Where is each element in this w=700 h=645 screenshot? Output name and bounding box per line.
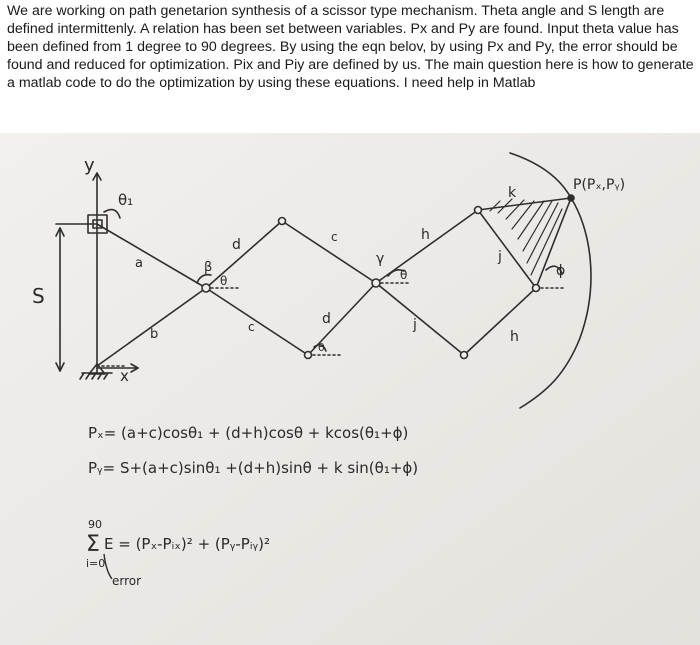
sum-lower-limit: i=0: [86, 557, 106, 570]
label-theta-1: θ: [220, 274, 228, 288]
label-s: S: [32, 284, 45, 308]
question-text: We are working on path genetarion synthesis of a scissor type mechanism. Theta angle and S length are defined intermittenly. A relation has been set between variables. Px and Py are found. Input theta value has been defined from 1 degree to 90 degrees. By using the eqn belov, by using Px and Py, the error should be found and reduced for optimization. Pix and Piy are defined by us. The main question here is how to generate a matlab code to do the optimization by using these equations. I need help in Matlab: [7, 3, 694, 91]
label-j1: j: [413, 317, 417, 333]
label-d2: d: [322, 311, 331, 327]
label-gamma: γ: [376, 251, 385, 267]
equation-px: Pₓ= (a+c)cosθ₁ + (d+h)cosθ + kcos(θ₁+ϕ): [88, 424, 409, 442]
equation-py: Pᵧ= S+(a+c)sinθ₁ +(d+h)sinθ + k sin(θ₁+ϕ): [88, 459, 419, 477]
joint-p: [568, 195, 574, 201]
joint-6: [461, 352, 468, 359]
joint-3: [305, 352, 312, 359]
label-phi: ϕ: [556, 263, 566, 279]
label-j2: j: [498, 249, 502, 265]
label-k: k: [508, 185, 517, 201]
label-h1: h: [421, 227, 430, 243]
label-theta-2: θ: [318, 341, 325, 354]
label-theta-3: θ: [400, 268, 408, 282]
joint-5: [475, 207, 482, 214]
label-beta: β: [204, 260, 213, 275]
sum-upper-limit: 90: [88, 518, 102, 531]
error-label: error: [112, 574, 142, 588]
label-point-p: P(Pₓ,Pᵧ): [573, 177, 626, 193]
joint-2: [279, 218, 286, 225]
mechanism-sketch: [0, 133, 700, 645]
label-b: b: [150, 327, 159, 342]
joint-7: [533, 285, 540, 292]
joint-4: [372, 279, 380, 287]
sum-sigma: Σ: [86, 532, 100, 557]
label-a1: a: [135, 256, 143, 271]
joint-1: [202, 284, 210, 292]
label-x: x: [120, 367, 129, 385]
equation-error: E = (Pₓ-Pᵢₓ)² + (Pᵧ-Pᵢᵧ)²: [104, 535, 270, 553]
label-h2: h: [510, 329, 519, 345]
label-theta1: θ₁: [118, 191, 134, 209]
label-c1: c: [248, 320, 255, 334]
sketch-photo: [0, 133, 700, 645]
label-y: y: [84, 155, 95, 176]
label-c2: c: [331, 230, 338, 244]
label-d1: d: [232, 237, 241, 253]
